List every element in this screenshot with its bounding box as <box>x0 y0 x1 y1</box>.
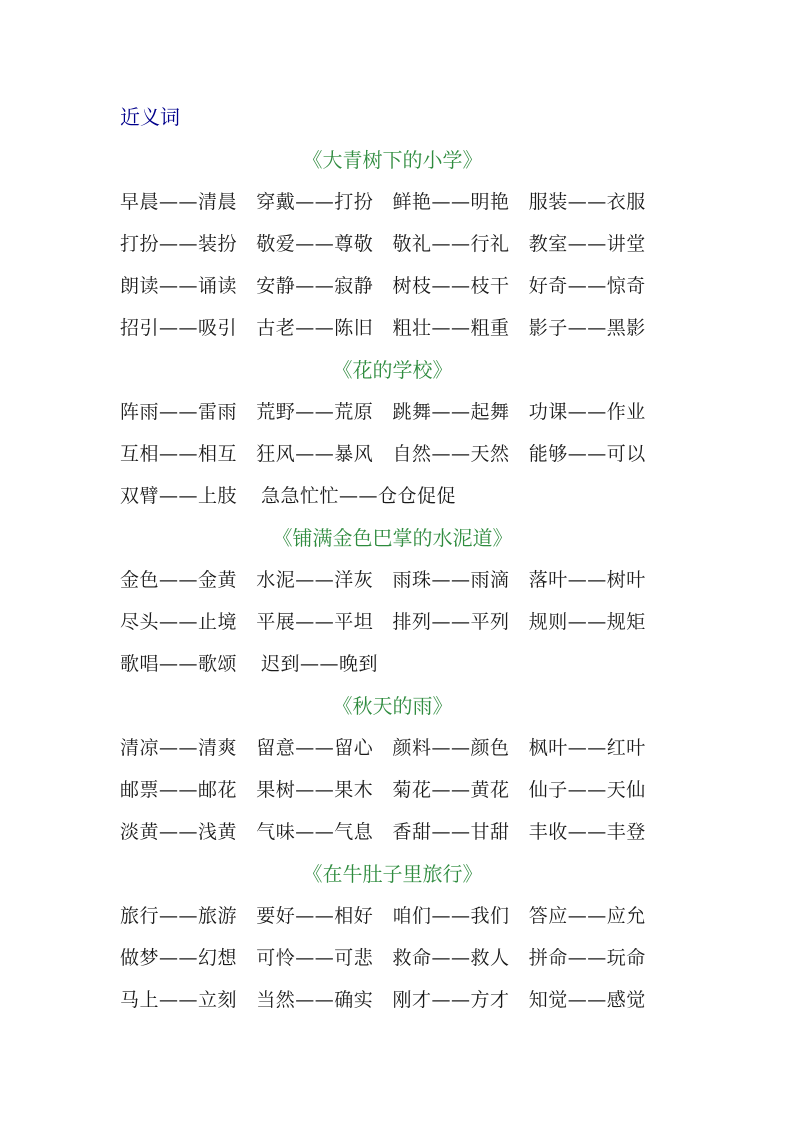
section-heading: 《花的学校》 <box>332 358 453 382</box>
synonym-pair: 急急忙忙——仓仓促促 <box>261 485 457 507</box>
synonym-pair: 菊花——黄花 <box>392 779 510 801</box>
synonym-pair: 安静——寂静 <box>256 275 374 297</box>
synonym-pair: 气味——气息 <box>256 821 374 843</box>
page-title: 近义词 <box>120 105 180 129</box>
synonym-pair: 树枝——枝干 <box>392 275 510 297</box>
section-heading: 《铺满金色巴掌的水泥道》 <box>272 526 513 550</box>
synonym-pair: 影子——黑影 <box>528 317 646 339</box>
word-row <box>120 440 665 482</box>
synonym-pair: 刚才——方才 <box>392 989 510 1011</box>
word-row <box>120 608 665 650</box>
synonym-pair: 金色——金黄 <box>120 569 238 591</box>
synonym-pair: 香甜——甘甜 <box>392 821 510 843</box>
synonym-pair: 排列——平列 <box>392 611 510 633</box>
synonym-pair: 可怜——可悲 <box>256 947 374 969</box>
synonym-pair: 功课——作业 <box>528 401 646 423</box>
synonym-pair: 跳舞——起舞 <box>392 401 510 423</box>
synonym-pair: 好奇——惊奇 <box>528 275 646 297</box>
synonym-pair: 粗壮——粗重 <box>392 317 510 339</box>
word-row <box>120 776 665 818</box>
synonym-pair: 留意——留心 <box>256 737 374 759</box>
synonym-pair: 自然——天然 <box>392 443 510 465</box>
synonym-pair: 马上——立刻 <box>120 989 238 1011</box>
synonym-pair: 当然——确实 <box>256 989 374 1011</box>
synonym-pair: 荒野——荒原 <box>256 401 374 423</box>
section-heading: 《在牛肚子里旅行》 <box>302 862 483 886</box>
synonym-pair: 知觉——感觉 <box>528 989 646 1011</box>
synonym-pair: 歌唱——歌颂 <box>120 653 238 675</box>
synonym-pair: 招引——吸引 <box>120 317 238 339</box>
synonym-pair: 颜料——颜色 <box>392 737 510 759</box>
word-row <box>120 272 665 314</box>
synonym-pair: 咱们——我们 <box>392 905 510 927</box>
word-row <box>120 818 665 860</box>
section-5 <box>120 860 665 1028</box>
synonym-pair: 平展——平坦 <box>256 611 374 633</box>
synonym-pair: 答应——应允 <box>528 905 646 927</box>
synonym-pair: 服装——衣服 <box>528 191 646 213</box>
synonym-pair: 能够——可以 <box>528 443 646 465</box>
synonym-pair: 敬礼——行礼 <box>392 233 510 255</box>
synonym-pair: 互相——相互 <box>120 443 238 465</box>
synonym-pair: 淡黄——浅黄 <box>120 821 238 843</box>
synonym-pair: 敬爱——尊敬 <box>256 233 374 255</box>
synonym-pair: 丰收——丰登 <box>528 821 646 843</box>
synonym-pair: 枫叶——红叶 <box>528 737 646 759</box>
synonym-pair: 仙子——天仙 <box>528 779 646 801</box>
word-row <box>120 230 665 272</box>
synonym-pair: 雨珠——雨滴 <box>392 569 510 591</box>
synonym-pair: 早晨——清晨 <box>120 191 238 213</box>
word-row <box>120 944 665 986</box>
word-row <box>120 566 665 608</box>
synonym-pair: 做梦——幻想 <box>120 947 238 969</box>
synonym-pair: 旅行——旅游 <box>120 905 238 927</box>
synonym-pair: 果树——果木 <box>256 779 374 801</box>
synonym-pair: 清凉——清爽 <box>120 737 238 759</box>
word-row <box>120 188 665 230</box>
synonym-pair: 古老——陈旧 <box>256 317 374 339</box>
section-2 <box>120 356 665 524</box>
word-row <box>120 650 665 692</box>
synonym-pair: 拼命——玩命 <box>528 947 646 969</box>
synonym-pair: 朗读——诵读 <box>120 275 238 297</box>
synonym-pair: 落叶——树叶 <box>528 569 646 591</box>
word-row <box>120 986 665 1028</box>
synonym-pair: 双臂——上肢 <box>120 485 238 507</box>
synonym-pair: 教室——讲堂 <box>528 233 646 255</box>
synonym-pair: 狂风——暴风 <box>256 443 374 465</box>
section-3 <box>120 524 665 692</box>
word-row <box>120 902 665 944</box>
synonym-pair: 邮票——邮花 <box>120 779 238 801</box>
section-4 <box>120 692 665 860</box>
synonym-pair: 迟到——晚到 <box>261 653 379 675</box>
synonym-pair: 穿戴——打扮 <box>256 191 374 213</box>
section-1 <box>120 146 665 356</box>
synonym-pair: 规则——规矩 <box>528 611 646 633</box>
synonym-pair: 水泥——洋灰 <box>256 569 374 591</box>
synonym-pair: 要好——相好 <box>256 905 374 927</box>
synonym-pair: 尽头——止境 <box>120 611 238 633</box>
word-row <box>120 734 665 776</box>
word-row <box>120 482 665 524</box>
synonym-pair: 救命——救人 <box>392 947 510 969</box>
section-heading: 《秋天的雨》 <box>332 694 453 718</box>
synonym-pair: 鲜艳——明艳 <box>392 191 510 213</box>
word-row <box>120 314 665 356</box>
section-heading: 《大青树下的小学》 <box>302 148 483 172</box>
word-row <box>120 398 665 440</box>
synonym-pair: 阵雨——雷雨 <box>120 401 238 423</box>
synonym-pair: 打扮——装扮 <box>120 233 238 255</box>
